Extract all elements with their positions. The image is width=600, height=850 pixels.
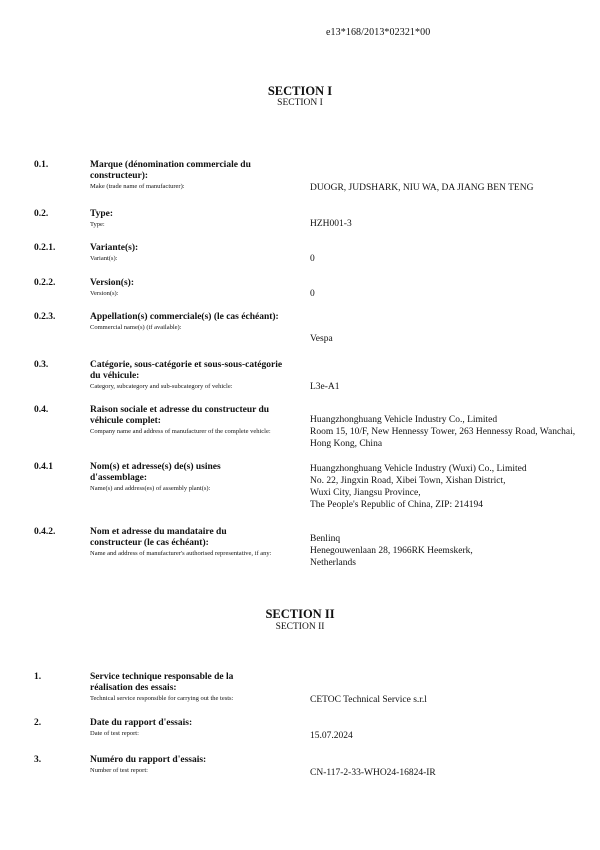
field-number: 0.3. bbox=[34, 360, 49, 370]
field-label-english: Name and address of manufacturer's authorised representative, if any: bbox=[90, 550, 272, 557]
field-number: 0.4.1 bbox=[34, 462, 53, 472]
field-label bbox=[90, 243, 300, 263]
field-label-french: Type: bbox=[90, 209, 114, 219]
field-value: CETOC Technical Service s.r.l bbox=[310, 695, 427, 705]
field-label bbox=[90, 672, 300, 703]
field-label-french: Marque (dénomination commerciale du constructeur): bbox=[90, 160, 251, 181]
field-number: 0.4.2. bbox=[34, 527, 56, 537]
field-label bbox=[90, 360, 300, 391]
field-number: 0.2.3. bbox=[34, 312, 56, 322]
field-number: 0.1. bbox=[34, 160, 49, 170]
field-label bbox=[90, 755, 300, 775]
section-1-title: SECTION I bbox=[267, 84, 333, 98]
field-label-french: Numéro du rapport d'essais: bbox=[90, 755, 207, 765]
field-label-english: Name(s) and address(es) of assembly plant(s): bbox=[90, 485, 211, 492]
field-number: 0.2.1. bbox=[34, 243, 56, 253]
field-label-english: Technical service responsible for carrying out the tests: bbox=[90, 695, 234, 702]
field-label-french: Date du rapport d'essais: bbox=[90, 718, 193, 728]
field-label-english: Commercial name(s) (if available): bbox=[90, 324, 182, 331]
field-label-french: Catégorie, sous-catégorie et sous-sous-catégorie du véhicule: bbox=[90, 360, 283, 381]
field-label bbox=[90, 718, 300, 738]
field-label bbox=[90, 527, 300, 558]
field-label bbox=[90, 405, 300, 436]
field-value: Vespa bbox=[310, 334, 333, 344]
field-value: HZH001-3 bbox=[310, 219, 352, 229]
field-label-french: Raison sociale et adresse du constructeur du véhicule complet: bbox=[90, 405, 270, 426]
field-number: 3. bbox=[34, 755, 42, 765]
field-label bbox=[90, 462, 300, 493]
field-value: Huangzhonghuang Vehicle Industry (Wuxi) Co., Limited No. 22, Jingxin Road, Xibei Town, Xishan District, Wuxi City, Jiangsu Province, The People's Republic of China, ZIP: 214194 bbox=[310, 464, 527, 510]
field-label bbox=[90, 209, 300, 229]
field-label bbox=[90, 278, 300, 298]
field-label-french: Nom(s) et adresse(s) de(s) usines d'assemblage: bbox=[90, 462, 221, 483]
field-label-english: Variant(s): bbox=[90, 255, 118, 262]
document-number: e13*168/2013*02321*00 bbox=[326, 27, 431, 38]
section-2-subtitle: SECTION II bbox=[275, 622, 325, 632]
field-label-english: Type: bbox=[90, 221, 105, 228]
field-label-french: Nom et adresse du mandataire du constructeur (le cas échéant): bbox=[90, 527, 227, 548]
field-value: DUOGR, JUDSHARK, NIU WA, DA JIANG BEN TENG bbox=[310, 183, 534, 193]
field-value: 0 bbox=[310, 254, 315, 264]
field-label-english: Date of test report: bbox=[90, 730, 139, 737]
field-value: Benlinq Henegouwenlaan 28, 1966RK Heemskerk, Netherlands bbox=[310, 534, 473, 568]
field-label-french: Service technique responsable de la réalisation des essais: bbox=[90, 672, 234, 693]
field-label-french: Variante(s): bbox=[90, 243, 139, 253]
field-label-english: Company name and address of manufacturer of the complete vehicle: bbox=[90, 428, 271, 435]
section-1-subtitle: SECTION I bbox=[277, 98, 323, 108]
field-value: CN-117-2-33-WHO24-16824-IR bbox=[310, 768, 436, 778]
field-number: 0.2. bbox=[34, 209, 49, 219]
field-number: 2. bbox=[34, 718, 42, 728]
field-label-english: Version(s): bbox=[90, 290, 119, 297]
field-label-english: Make (trade name of manufacturer): bbox=[90, 183, 185, 190]
field-label-french: Appellation(s) commerciale(s) (le cas échéant): bbox=[90, 312, 279, 322]
field-value: L3e-A1 bbox=[310, 382, 340, 392]
section-2-title: SECTION II bbox=[265, 607, 335, 621]
field-number: 1. bbox=[34, 672, 42, 682]
field-label bbox=[90, 312, 300, 332]
field-label-english: Number of test report: bbox=[90, 767, 148, 774]
field-number: 0.2.2. bbox=[34, 278, 56, 288]
field-value: Huangzhonghuang Vehicle Industry Co., Limited Room 15, 10/F, New Hennessy Tower, 263 Hennessy Road, Wanchai, Hong Kong, China bbox=[310, 415, 576, 449]
field-number: 0.4. bbox=[34, 405, 49, 415]
field-label-french: Version(s): bbox=[90, 278, 134, 288]
field-label-english: Category, subcategory and sub-subcategory of vehicle: bbox=[90, 383, 233, 390]
field-label bbox=[90, 160, 300, 191]
field-value: 0 bbox=[310, 289, 315, 299]
field-value: 15.07.2024 bbox=[310, 731, 353, 741]
